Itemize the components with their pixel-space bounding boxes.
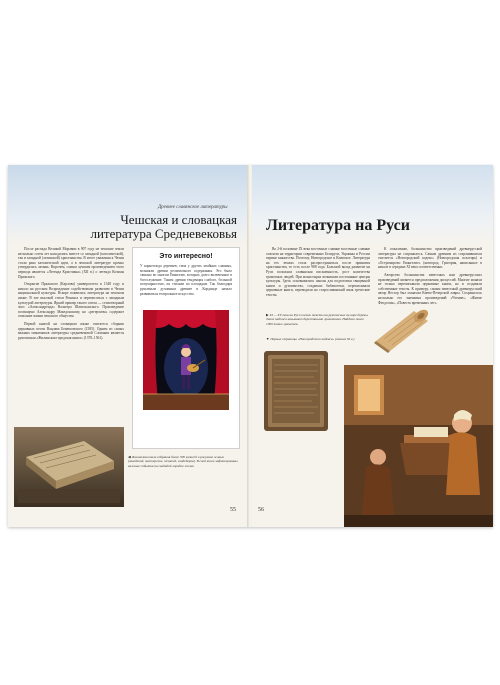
page-number-left: 55 [230, 507, 236, 513]
left-body-column [18, 247, 124, 343]
section-label: Древнее славянское литературы [158, 205, 228, 210]
right-body-paragraph: Во 2-й половине IX века восточные славяне восточные славяне освоили на территории современных Беларуси, Украины и России первые княжества. Поэтому, Новгородское и Киевское. Литература на тех землях стала распространяться после принятия христианства, то есть после 988 года. Большой вклад развитие на Руси положила славянская письменность, рост количества грамотных людей. При монастырях возникали постоянные центры культуры. Здесь основывались школы для подготовки священной книги и духовенства, создавали библиотеки, переписывали церковные книги, переводили на старославянский язык греческие тексты. [266, 247, 370, 297]
birch-bark-scroll-image [370, 301, 432, 353]
callout-title: Это интересно! [159, 253, 213, 260]
callout-text: У корнеплода деревьев, типа у других хвойных славных, возникли древни религиозного содержания. Это было связано во многом Евангелю, которых долго включенное в богослужение. Таким древни тенденция слабого, большой популярностью, их стиляли по площадям. Так благодаря рушатным духовным древнее в Кординде начало развиваться театральное искусство. [140, 264, 232, 296]
left-body-paragraph: Первой книгой на словацком языке считается сборник церковных песен Вацлава Бенешовского (1585). Одним из самых важных памятников литературы средневековой Словакии является рукописная «Жилинская городская книга» (1378–1561). [18, 321, 124, 340]
caption-arrow-icon: ◀ [128, 455, 131, 459]
theater-stage-illustration [143, 310, 229, 410]
left-caption [128, 455, 238, 468]
left-body-paragraph: После распада Великой Моравии в 907 году не чешские земли несколько сотен лет находились вместе со западной (католической), так и западной (латинской) христианства. В итоге уважения к Чехии стали рано католической идеи, а в чешской литературе прочно утвердилась латынь. Впрочем, самым лучшим произведением этого периода является «Легенда Кристиана» (XII в.) о легенда Козьмы Пражского. [18, 247, 124, 279]
right-body-column-1 [266, 247, 370, 301]
left-caption-text: Жилинская книга собрания более 300 записей и рисунков живых (заведений, мастерских, печатей, свадеберов). В свой книге зафиксированы важные события на свадьбой городов жизни [128, 455, 238, 468]
zhilina-book-illustration [14, 427, 124, 507]
left-page-title [90, 213, 237, 241]
right-body-paragraph: К сожалению, большинство произведений древнерусской литературы не сохранилось. Самым древним из сохранившихся считается «Новгородский кодекс» (Новгородская псалтирь) и «Остромирово Евангелие» (новгород. Григория, написанное в начале в середине XI века соответственно. [378, 247, 482, 270]
left-title-line-2: литература Средневековья [90, 226, 237, 241]
monks-scriptorium-illustration [344, 365, 493, 527]
right-page [252, 165, 493, 527]
birch-bark-caption-text: XI — XV века на Руси писали тексты на рукописных на коре березы. Такие надписи называют берестяными грамотами. Найдено около 1000 таких грамотек. [266, 313, 369, 326]
book-spread [8, 165, 493, 527]
caption-arrow-icon: ▼ [266, 337, 270, 341]
left-page [8, 165, 249, 527]
interesting-fact-box [132, 247, 240, 449]
codex-caption-text: Первые страницы «Новгородского кодекса» (начало XI в.) [270, 337, 355, 341]
left-body-paragraph: Открытие Пражского (Карлова) университета в 1348 году и начало на русском Возрождение содействовали развитию в Чехии национальной культуры. Вскоре появилась литература на чешском языке. В эпе высокой стихи Романса и переписаться с западным культурой литературы. Яркий пример такого союза — стихотворный эпос «Александреида» Вальтера Шатильонского. Произведение посвящено Александру Македонскому, но «регероизм» содержит описание жизни чешского общества. [18, 282, 124, 319]
left-title-line-1: Чешская и словацкая [120, 212, 237, 227]
caption-arrow-icon: ▶ [266, 313, 269, 317]
right-page-title: Литература на Руси [266, 217, 410, 234]
right-body-paragraph: Авторство большинства известных нам древнерусских произведений является предположения дискуссий. Многие монахи не только переписывали церковные книги, но и создавали собственные тексты. К примеру, самым известный древнерусский автор Нестор был монахом Киево-Печерской лавры. Сохранилось несколько его значимых произведений «Чтение», «Житие Феодосия», «Повесть временных лет». [378, 272, 482, 305]
novgorod-codex-image [264, 351, 328, 431]
right-body-column-2 [378, 247, 482, 308]
page-number-right: 56 [258, 507, 264, 513]
birch-bark-caption [266, 313, 370, 326]
codex-caption [266, 337, 370, 341]
